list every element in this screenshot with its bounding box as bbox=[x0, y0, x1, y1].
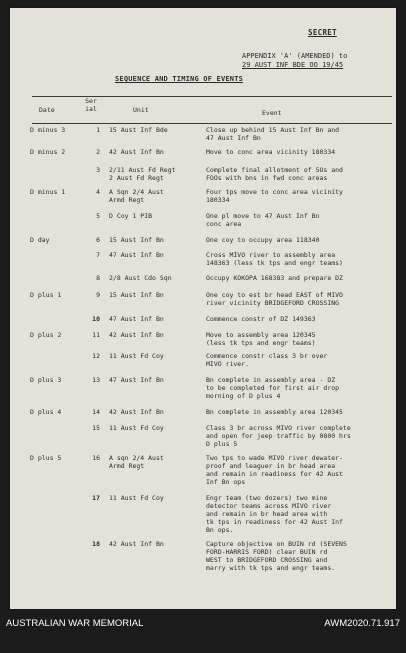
classification-marking: SECRET bbox=[308, 28, 337, 37]
row-event: One coy to est br head EAST of MIVO river vicinity BRIDGEFORD CROSSING bbox=[206, 291, 343, 307]
row-event: One pl move to 47 Aust Inf Bn conc area bbox=[206, 212, 320, 228]
row-serial: 3 bbox=[96, 166, 100, 174]
document-page bbox=[10, 8, 396, 609]
row-unit: 15 Aust Inf Bn bbox=[109, 236, 164, 244]
row-event: Occupy KOKOPA 168383 and prepare DZ bbox=[206, 274, 343, 282]
appendix-reference bbox=[242, 52, 347, 70]
column-header-serial-line2: ial bbox=[85, 105, 97, 113]
row-event: Class 3 br across MIVO river complete and open for jeep traffic by 0800 hrs D plus 5 bbox=[206, 424, 351, 448]
row-serial: 7 bbox=[96, 251, 100, 259]
row-serial: 11 bbox=[92, 331, 100, 339]
column-header-date: Date bbox=[39, 106, 55, 114]
row-serial: 1 bbox=[96, 126, 100, 134]
row-unit: 2/11 Aust Fd Regt 2 Aust Fd Regt bbox=[109, 166, 176, 182]
row-event: Move to conc area vicinity 180334 bbox=[206, 148, 336, 156]
column-header-unit: Unit bbox=[133, 106, 149, 114]
row-unit: 42 Aust Inf Bn bbox=[109, 408, 164, 416]
row-unit: 47 Aust Inf Bn bbox=[109, 251, 164, 259]
row-serial: 17 bbox=[92, 494, 100, 502]
row-event: Engr team (two dozers) two mine detector teams across MIVO river and remain in br head area with tk tps in readiness for 42 Aust Inf Bn ops. bbox=[206, 494, 343, 534]
column-header-serial-line1: Ser bbox=[85, 97, 97, 105]
row-unit: 11 Aust Fd Coy bbox=[109, 424, 164, 432]
archive-catalogue-number: AWM2020.71.917 bbox=[324, 618, 400, 629]
row-unit: 47 Aust Inf Bn bbox=[109, 315, 164, 323]
row-day: D minus 2 bbox=[30, 148, 66, 156]
row-event: Four tps move to conc area vicinity 180334 bbox=[206, 188, 343, 204]
row-unit: A sqn 2/4 Aust Armd Regt bbox=[109, 454, 164, 470]
row-day: D plus 1 bbox=[30, 291, 62, 299]
appendix-line-1: APPENDIX 'A' (AMENDED) to bbox=[242, 52, 348, 60]
row-unit: 42 Aust Inf Bn bbox=[109, 331, 164, 339]
row-serial: 12 bbox=[92, 352, 100, 360]
appendix-line-2: 29 AUST INF BDE OO 19/45 bbox=[242, 61, 344, 69]
row-unit: 11 Aust Fd Coy bbox=[109, 494, 164, 502]
column-header-serial bbox=[82, 97, 100, 113]
row-unit: 2/8 Aust Cdo Sqn bbox=[109, 274, 172, 282]
row-event: Close up behind 15 Aust Inf Bn and 47 Aust Inf Bn bbox=[206, 126, 340, 142]
row-day: D day bbox=[30, 236, 50, 244]
row-serial: 2 bbox=[96, 148, 100, 156]
row-unit: A Sqn 2/4 Aust Armd Regt bbox=[109, 188, 164, 204]
row-event: Commence constr class 3 br over MIVO river. bbox=[206, 352, 328, 368]
row-event: One coy to occupy area 118340 bbox=[206, 236, 320, 244]
row-day: D plus 5 bbox=[30, 454, 62, 462]
row-unit: 15 Aust Inf Bn bbox=[109, 291, 164, 299]
row-serial: 8 bbox=[96, 274, 100, 282]
archive-footer bbox=[0, 610, 406, 653]
row-day: D minus 3 bbox=[30, 126, 66, 134]
row-event: Move to assembly area 120345 (less tk tps and engr teams) bbox=[206, 331, 316, 347]
row-serial: 13 bbox=[92, 376, 100, 384]
row-unit: 47 Aust Inf Bn bbox=[109, 376, 164, 384]
row-day: D plus 2 bbox=[30, 331, 62, 339]
row-serial: 10 bbox=[92, 315, 100, 323]
column-header-event: Event bbox=[262, 109, 282, 117]
row-serial: 14 bbox=[92, 408, 100, 416]
row-event: Two tps to wade MIVO river dewater- proof and leaguer in br head area and remain in readiness for 42 Aust Inf Bn ops bbox=[206, 454, 343, 486]
row-unit: D Coy 1 PIB bbox=[109, 212, 153, 220]
row-serial: 6 bbox=[96, 236, 100, 244]
row-event: Capture objective on BUIN rd (SEVENS FORD-HARRIS FORD) clear BUIN rd WEST to BRIDGEFORD CROSSING and marry with tk tps and engr teams. bbox=[206, 540, 347, 572]
row-serial: 15 bbox=[92, 424, 100, 432]
row-serial: 16 bbox=[92, 454, 100, 462]
row-serial: 5 bbox=[96, 212, 100, 220]
row-unit: 42 Aust Inf Bn bbox=[109, 540, 164, 548]
table-header-rule bbox=[32, 123, 392, 124]
row-day: D plus 4 bbox=[30, 408, 62, 416]
document-title: SEQUENCE AND TIMING OF EVENTS bbox=[115, 75, 244, 83]
row-day: D plus 3 bbox=[30, 376, 62, 384]
row-serial: 9 bbox=[96, 291, 100, 299]
row-serial: 18 bbox=[92, 540, 100, 548]
row-serial: 4 bbox=[96, 188, 100, 196]
archive-name: AUSTRALIAN WAR MEMORIAL bbox=[6, 618, 144, 629]
row-event: Bn complete in assembly area - DZ to be completed for first air drop morning of D plus 4 bbox=[206, 376, 340, 400]
row-event: Bn complete in assembly area 120345 bbox=[206, 408, 343, 416]
row-event: Complete final allotment of 5Os and FOOs with bns in fwd conc areas bbox=[206, 166, 343, 182]
row-day: D minus 1 bbox=[30, 188, 66, 196]
row-event: Commence constr of DZ 149363 bbox=[206, 315, 316, 323]
row-unit: 15 Aust Inf Bde bbox=[109, 126, 168, 134]
row-unit: 42 Aust Inf Bn bbox=[109, 148, 164, 156]
row-unit: 11 Aust Fd Coy bbox=[109, 352, 164, 360]
row-event: Cross MIVO river to assembly area 148363 (less tk tps and engr teams) bbox=[206, 251, 343, 267]
